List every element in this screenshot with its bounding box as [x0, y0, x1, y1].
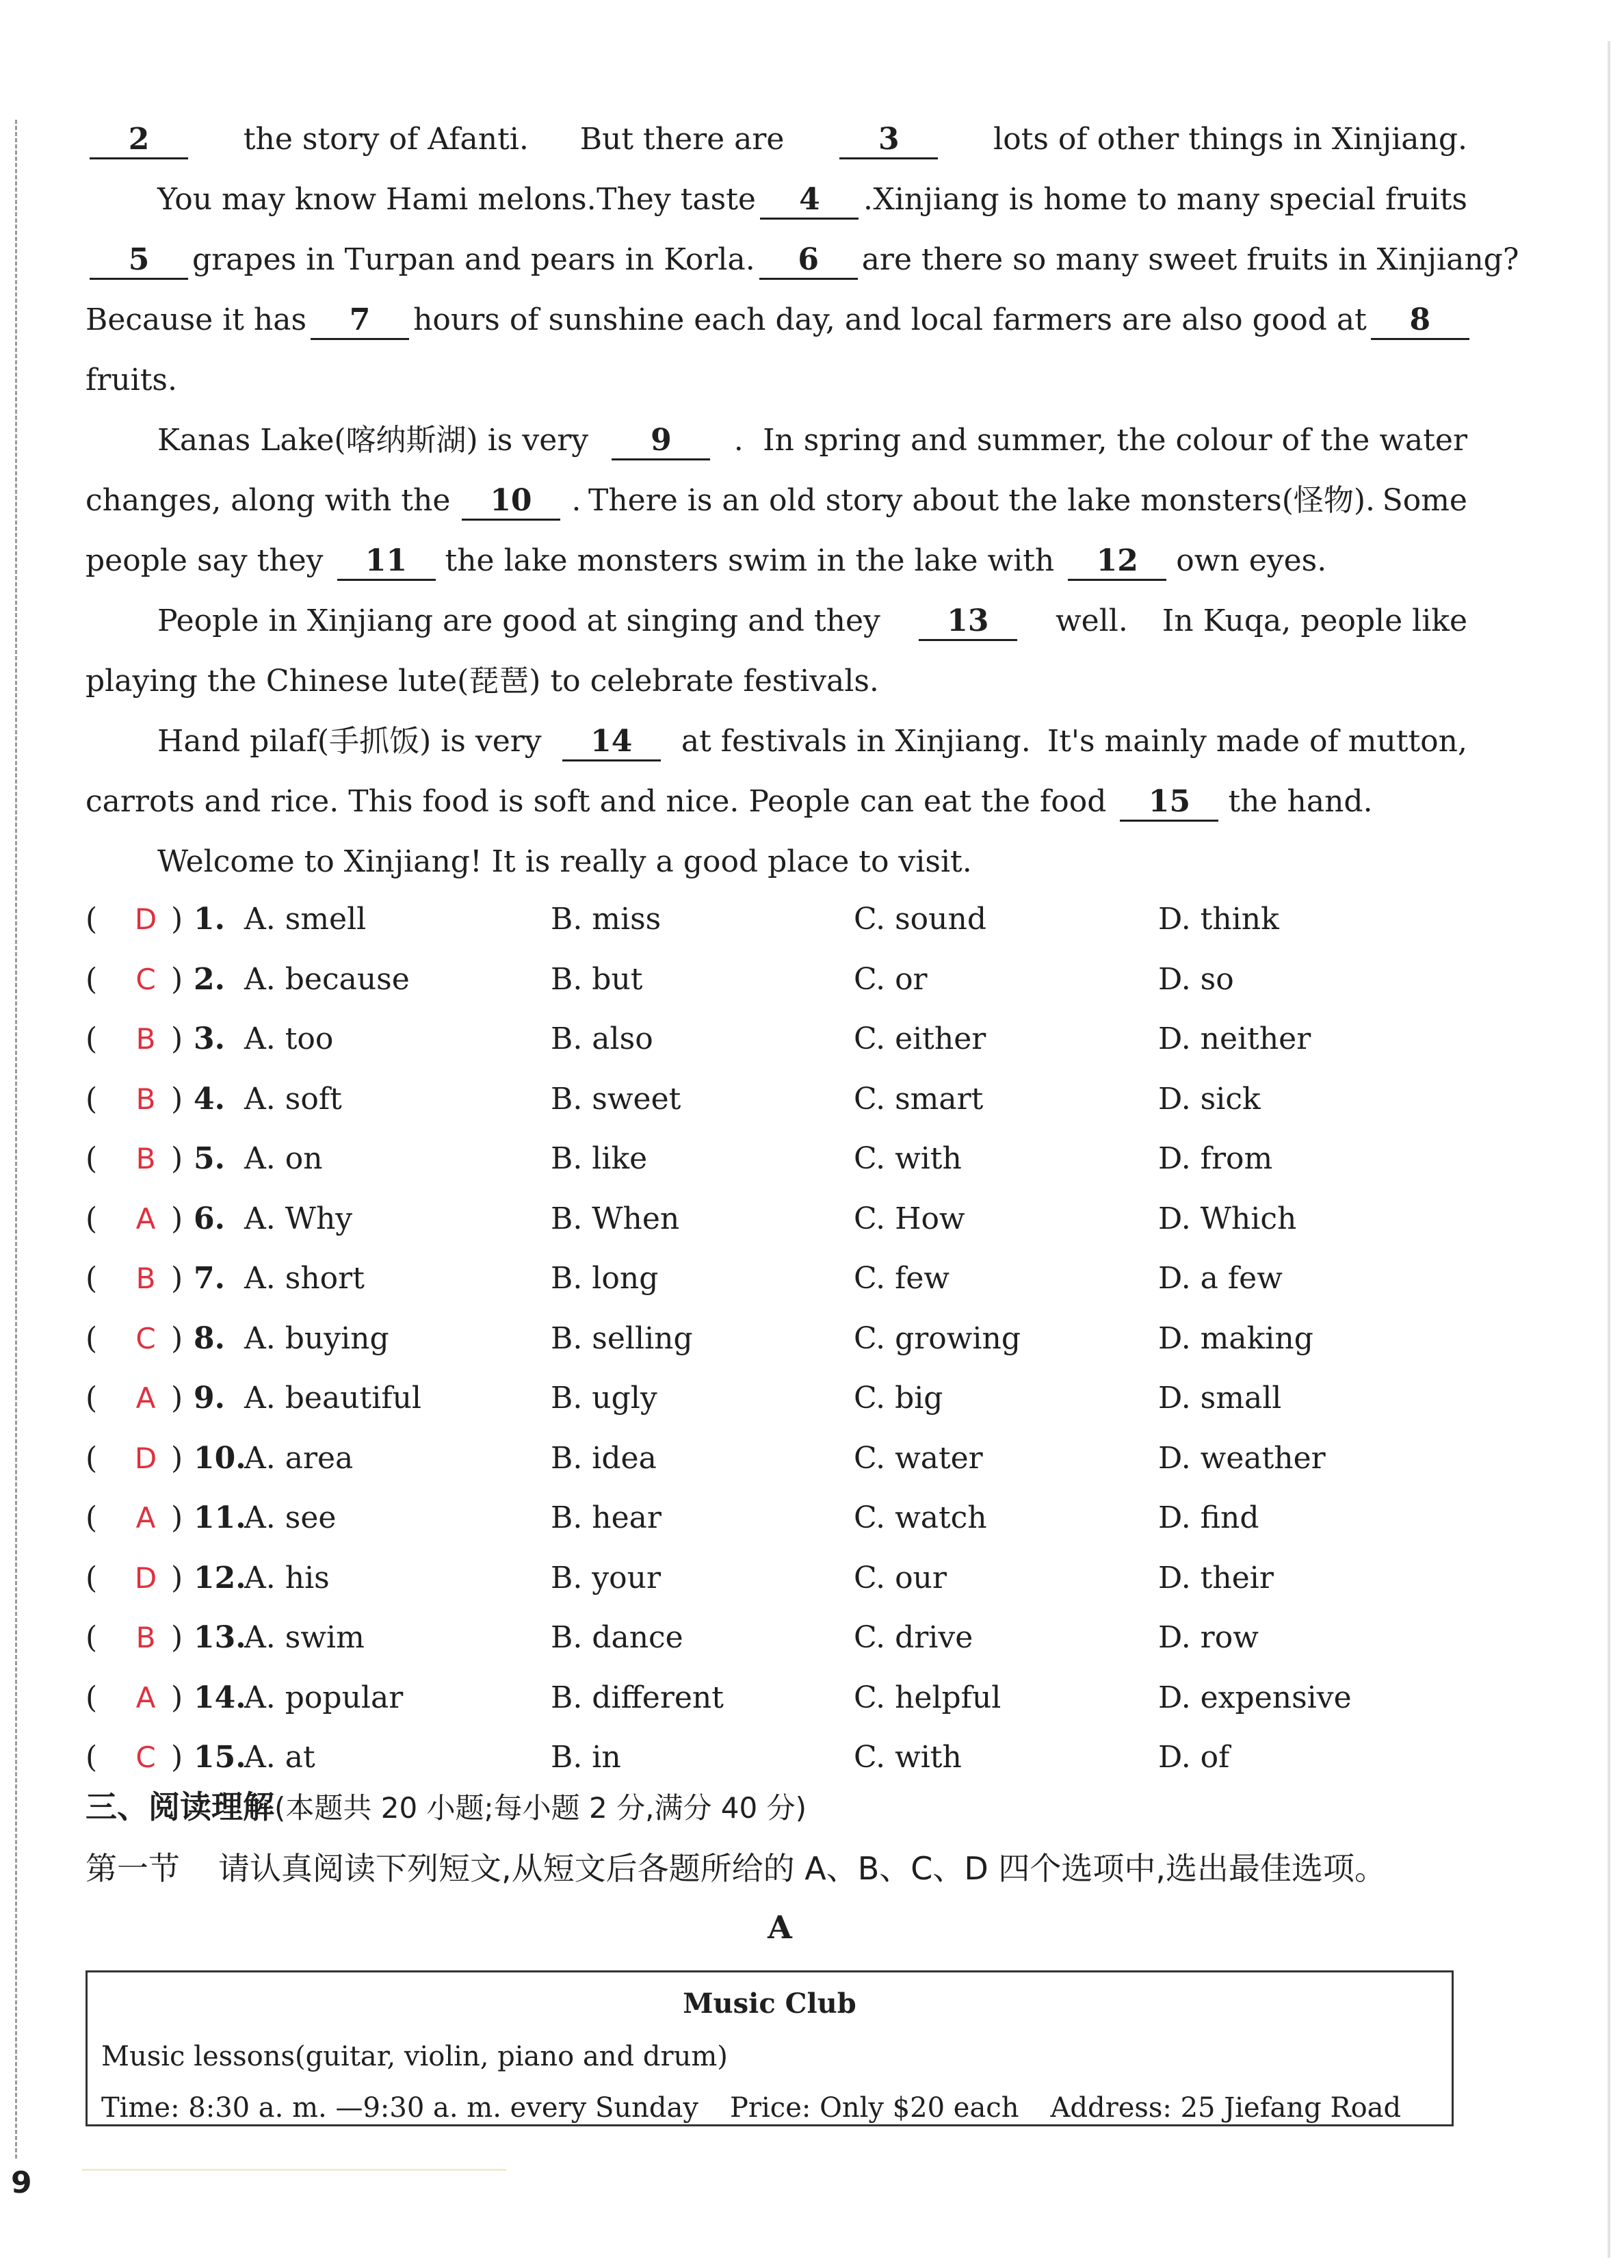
passage-line — [86, 290, 1467, 350]
blank-9: 9 — [612, 423, 710, 460]
option-c: C. or — [854, 961, 928, 997]
question-number: 12. — [194, 1560, 246, 1595]
option-c: C. smart — [854, 1081, 984, 1117]
part-label: 第一节 — [86, 1850, 180, 1887]
answer-letter: B — [135, 1082, 156, 1116]
passage-text: lots of other things in Xinjiang. — [993, 122, 1467, 157]
option-d: D. so — [1158, 961, 1234, 997]
question-row — [86, 889, 1522, 950]
passage-line — [86, 471, 1467, 531]
passage-text: the story of Afanti. — [243, 122, 529, 157]
passage-text: carrots and rice. — [86, 784, 339, 819]
option-d: D. their — [1158, 1560, 1274, 1595]
option-b: B. miss — [551, 902, 662, 937]
blank-11: 11 — [337, 543, 436, 581]
passage-text: In spring and summer, the colour of the water — [763, 423, 1467, 458]
option-d: D. expensive — [1158, 1680, 1352, 1715]
blank-13: 13 — [919, 603, 1017, 641]
option-d: D. small — [1158, 1381, 1282, 1416]
passage-text: fruits. — [86, 363, 177, 397]
question-row — [86, 1488, 1522, 1548]
answer-letter: C — [135, 1321, 156, 1355]
option-b: B. different — [551, 1680, 724, 1715]
option-a: A. beautiful — [244, 1381, 421, 1416]
question-row — [86, 1728, 1522, 1788]
passage-text: Some — [1382, 483, 1467, 518]
blank-2: 2 — [90, 122, 188, 159]
option-b: B. your — [551, 1560, 662, 1595]
blank-10: 10 — [462, 483, 560, 521]
question-number: 5. — [194, 1141, 225, 1176]
passage-text: at festivals in Xinjiang. — [681, 724, 1031, 759]
question-number: 2. — [194, 961, 225, 997]
option-b: B. in — [551, 1740, 621, 1775]
right-paren: ) — [171, 1261, 183, 1296]
passage-text: In Kuqa, people like — [1162, 603, 1467, 638]
passage-text: grapes in Turpan and pears in Korla. — [192, 242, 755, 277]
option-c: C. How — [854, 1201, 965, 1236]
passage-text: People in Xinjiang are good at singing and they — [157, 603, 880, 638]
option-a: A. smell — [244, 902, 367, 937]
right-paren: ) — [171, 1381, 183, 1416]
passage-text: It's mainly made of mutton, — [1047, 724, 1467, 759]
blank-5: 5 — [90, 242, 188, 280]
right-paren: ) — [171, 1141, 183, 1176]
question-row — [86, 950, 1522, 1010]
left-paren: ( — [86, 1261, 98, 1296]
right-paren: ) — [171, 1680, 183, 1715]
passage-text: own eyes. — [1176, 543, 1327, 578]
blank-7: 7 — [311, 302, 409, 340]
passage-text: They taste — [597, 182, 756, 217]
passage-line — [86, 651, 1467, 712]
option-b: B. selling — [551, 1320, 693, 1356]
option-d: D. weather — [1158, 1440, 1326, 1476]
page-edge-line — [1608, 41, 1610, 2258]
passage-text: the lake monsters swim in the lake with — [445, 543, 1055, 578]
passage-text: . — [863, 182, 873, 217]
option-c: C. our — [854, 1560, 947, 1595]
passage-line — [86, 230, 1519, 290]
left-paren: ( — [86, 1201, 98, 1236]
option-a: A. popular — [244, 1680, 404, 1715]
right-paren: ) — [171, 961, 183, 997]
option-b: B. like — [551, 1141, 648, 1176]
passage-line — [86, 170, 1467, 230]
passage-text: Welcome to Xinjiang! It is really a good place to visit. — [157, 844, 972, 879]
question-number: 9. — [194, 1381, 225, 1416]
binding-dashed-line — [15, 120, 17, 2159]
instruction-text: 请认真阅读下列短文,从短文后各题所给的 A、B、C、D 四个选项中,选出最佳选项。 — [218, 1850, 1387, 1887]
left-paren: ( — [86, 1740, 98, 1775]
passage-text: There is an old story about the lake monsters(怪物). — [588, 483, 1376, 518]
section-instruction — [86, 1844, 1386, 1889]
passage-line — [86, 350, 1467, 410]
option-d: D. of — [1158, 1740, 1230, 1775]
right-paren: ) — [171, 1740, 183, 1775]
passage-line — [86, 772, 1467, 832]
answer-letter: B — [135, 1621, 156, 1654]
section-heading: 三、阅读理解 — [86, 1788, 274, 1825]
answer-letter: B — [135, 1262, 156, 1295]
option-b: B. ugly — [551, 1381, 657, 1416]
option-a: A. because — [244, 961, 410, 997]
passage-text: You may know Hami melons. — [157, 182, 597, 217]
option-b: B. also — [551, 1021, 653, 1056]
footer-rule — [82, 2169, 506, 2171]
passage-letter: A — [768, 1909, 792, 1946]
passage-line — [86, 531, 1467, 591]
option-c: C. with — [854, 1141, 962, 1176]
answer-options-list — [86, 889, 1522, 1788]
passage-text: Xinjiang is home to many special fruits — [873, 182, 1467, 217]
option-c: C. growing — [854, 1320, 1021, 1356]
blank-8: 8 — [1371, 302, 1469, 340]
passage-text: Because it has — [86, 302, 307, 337]
left-paren: ( — [86, 1620, 98, 1655]
right-paren: ) — [171, 1081, 183, 1117]
passage-text: hours of sunshine each day, and local farmers are also good at — [413, 302, 1367, 337]
passage-line — [86, 832, 1467, 892]
question-number: 3. — [194, 1021, 225, 1056]
option-b: B. When — [551, 1201, 680, 1236]
answer-letter: D — [134, 902, 157, 936]
right-paren: ) — [171, 1560, 183, 1595]
question-row — [86, 1608, 1522, 1668]
question-number: 8. — [194, 1320, 225, 1356]
passage-text: well. — [1055, 603, 1128, 638]
section-note: (本题共 20 小题;每小题 2 分,满分 40 分) — [274, 1791, 807, 1825]
club-lessons: Music lessons(guitar, violin, piano and drum) — [101, 2041, 728, 2072]
option-a: A. area — [244, 1440, 354, 1476]
passage-line — [86, 410, 1467, 471]
option-a: A. swim — [244, 1620, 365, 1655]
option-d: D. from — [1158, 1141, 1273, 1176]
left-paren: ( — [86, 961, 98, 997]
blank-12: 12 — [1068, 543, 1166, 581]
question-number: 15. — [194, 1740, 246, 1775]
question-row — [86, 1249, 1522, 1309]
passage-text: This food is soft and nice. — [348, 784, 739, 819]
option-d: D. making — [1158, 1320, 1313, 1356]
left-paren: ( — [86, 1320, 98, 1356]
club-time: Time: 8:30 a. m. —9:30 a. m. every Sunday — [101, 2092, 698, 2124]
answer-letter: B — [135, 1142, 156, 1175]
right-paren: ) — [171, 1201, 183, 1236]
option-a: A. short — [244, 1261, 365, 1296]
blank-6: 6 — [759, 242, 858, 280]
question-row — [86, 1368, 1522, 1429]
question-number: 13. — [194, 1620, 246, 1655]
answer-letter: C — [135, 962, 156, 996]
cloze-passage — [86, 109, 1519, 892]
option-d: D. neither — [1158, 1021, 1311, 1056]
option-c: C. big — [854, 1381, 943, 1416]
option-a: A. his — [244, 1560, 330, 1595]
passage-line — [86, 109, 1467, 170]
question-number: 14. — [194, 1680, 246, 1715]
option-c: C. helpful — [854, 1680, 1001, 1715]
answer-letter: C — [135, 1741, 156, 1774]
option-a: A. buying — [244, 1320, 389, 1356]
option-b: B. dance — [551, 1620, 683, 1655]
option-c: C. watch — [854, 1500, 987, 1535]
left-paren: ( — [86, 1440, 98, 1476]
left-paren: ( — [86, 1141, 98, 1176]
left-paren: ( — [86, 1381, 98, 1416]
question-row — [86, 1129, 1522, 1189]
passage-text: But there are — [579, 122, 785, 157]
left-paren: ( — [86, 902, 98, 937]
answer-letter: A — [135, 1680, 156, 1715]
option-a: A. at — [244, 1740, 315, 1775]
club-info — [101, 2092, 1401, 2124]
option-c: C. water — [854, 1440, 983, 1476]
answer-letter: B — [135, 1022, 156, 1056]
option-c: C. with — [854, 1740, 962, 1775]
option-b: B. long — [551, 1261, 659, 1296]
option-c: C. few — [854, 1261, 950, 1296]
option-a: A. too — [244, 1021, 334, 1056]
passage-text: . — [571, 483, 581, 518]
answer-letter: A — [135, 1381, 156, 1415]
answer-letter: D — [134, 1561, 157, 1595]
left-paren: ( — [86, 1680, 98, 1715]
passage-text: Hand pilaf(手抓饭) is very — [157, 724, 542, 759]
club-price: Price: Only $20 each — [729, 2092, 1019, 2124]
right-paren: ) — [171, 1320, 183, 1356]
question-number: 7. — [194, 1261, 225, 1296]
option-b: B. sweet — [551, 1081, 681, 1117]
option-d: D. find — [1158, 1500, 1259, 1535]
question-row — [86, 1309, 1522, 1369]
club-title: Music Club — [683, 1987, 856, 2020]
option-c: C. either — [854, 1021, 986, 1056]
right-paren: ) — [171, 1500, 183, 1535]
question-number: 6. — [194, 1201, 225, 1236]
option-d: D. row — [1158, 1620, 1259, 1655]
option-d: D. a few — [1158, 1261, 1283, 1296]
passage-text: the hand. — [1228, 784, 1373, 819]
option-b: B. hear — [551, 1500, 662, 1535]
passage-text: People can eat the food — [748, 784, 1107, 819]
answer-letter: A — [135, 1501, 156, 1535]
option-d: D. sick — [1158, 1081, 1261, 1117]
option-b: B. idea — [551, 1440, 657, 1476]
answer-letter: A — [135, 1201, 156, 1236]
question-row — [86, 1668, 1522, 1728]
section-title — [86, 1782, 807, 1827]
passage-line — [86, 712, 1467, 772]
passage-text: playing the Chinese lute(琵琶) to celebrate festivals. — [86, 664, 879, 699]
right-paren: ) — [171, 1620, 183, 1655]
passage-text: are there so many sweet fruits in Xinjiang? — [861, 242, 1519, 277]
answer-letter: D — [134, 1441, 157, 1475]
question-number: 11. — [194, 1500, 246, 1535]
option-d: D. think — [1158, 902, 1279, 937]
page-number: 9 — [11, 2165, 32, 2200]
option-a: A. see — [244, 1500, 337, 1535]
question-row — [86, 1069, 1522, 1130]
passage-text: people say they — [86, 543, 324, 578]
left-paren: ( — [86, 1560, 98, 1595]
option-a: A. Why — [244, 1201, 353, 1236]
option-a: A. on — [244, 1141, 323, 1176]
question-number: 4. — [194, 1081, 225, 1117]
question-row — [86, 1429, 1522, 1489]
blank-14: 14 — [562, 724, 661, 761]
option-c: C. drive — [854, 1620, 973, 1655]
question-number: 1. — [194, 902, 225, 937]
right-paren: ) — [171, 902, 183, 937]
option-a: A. soft — [244, 1081, 342, 1117]
blank-15: 15 — [1120, 784, 1218, 822]
passage-text: changes, along with the — [86, 483, 451, 518]
right-paren: ) — [171, 1440, 183, 1476]
question-number: 10. — [194, 1440, 246, 1476]
question-row — [86, 1189, 1522, 1249]
club-address: Address: 25 Jiefang Road — [1050, 2092, 1402, 2124]
question-row — [86, 1009, 1522, 1069]
option-d: D. Which — [1158, 1201, 1297, 1236]
question-row — [86, 1548, 1522, 1608]
option-c: C. sound — [854, 902, 986, 937]
blank-3: 3 — [839, 122, 938, 159]
left-paren: ( — [86, 1021, 98, 1056]
left-paren: ( — [86, 1500, 98, 1535]
passage-text: Kanas Lake(喀纳斯湖) is very — [157, 423, 589, 458]
option-b: B. but — [551, 961, 643, 997]
passage-text: . — [733, 423, 744, 458]
right-paren: ) — [171, 1021, 183, 1056]
music-club-notice — [86, 1970, 1454, 2126]
passage-line — [86, 591, 1467, 651]
blank-4: 4 — [760, 182, 859, 220]
left-paren: ( — [86, 1081, 98, 1117]
